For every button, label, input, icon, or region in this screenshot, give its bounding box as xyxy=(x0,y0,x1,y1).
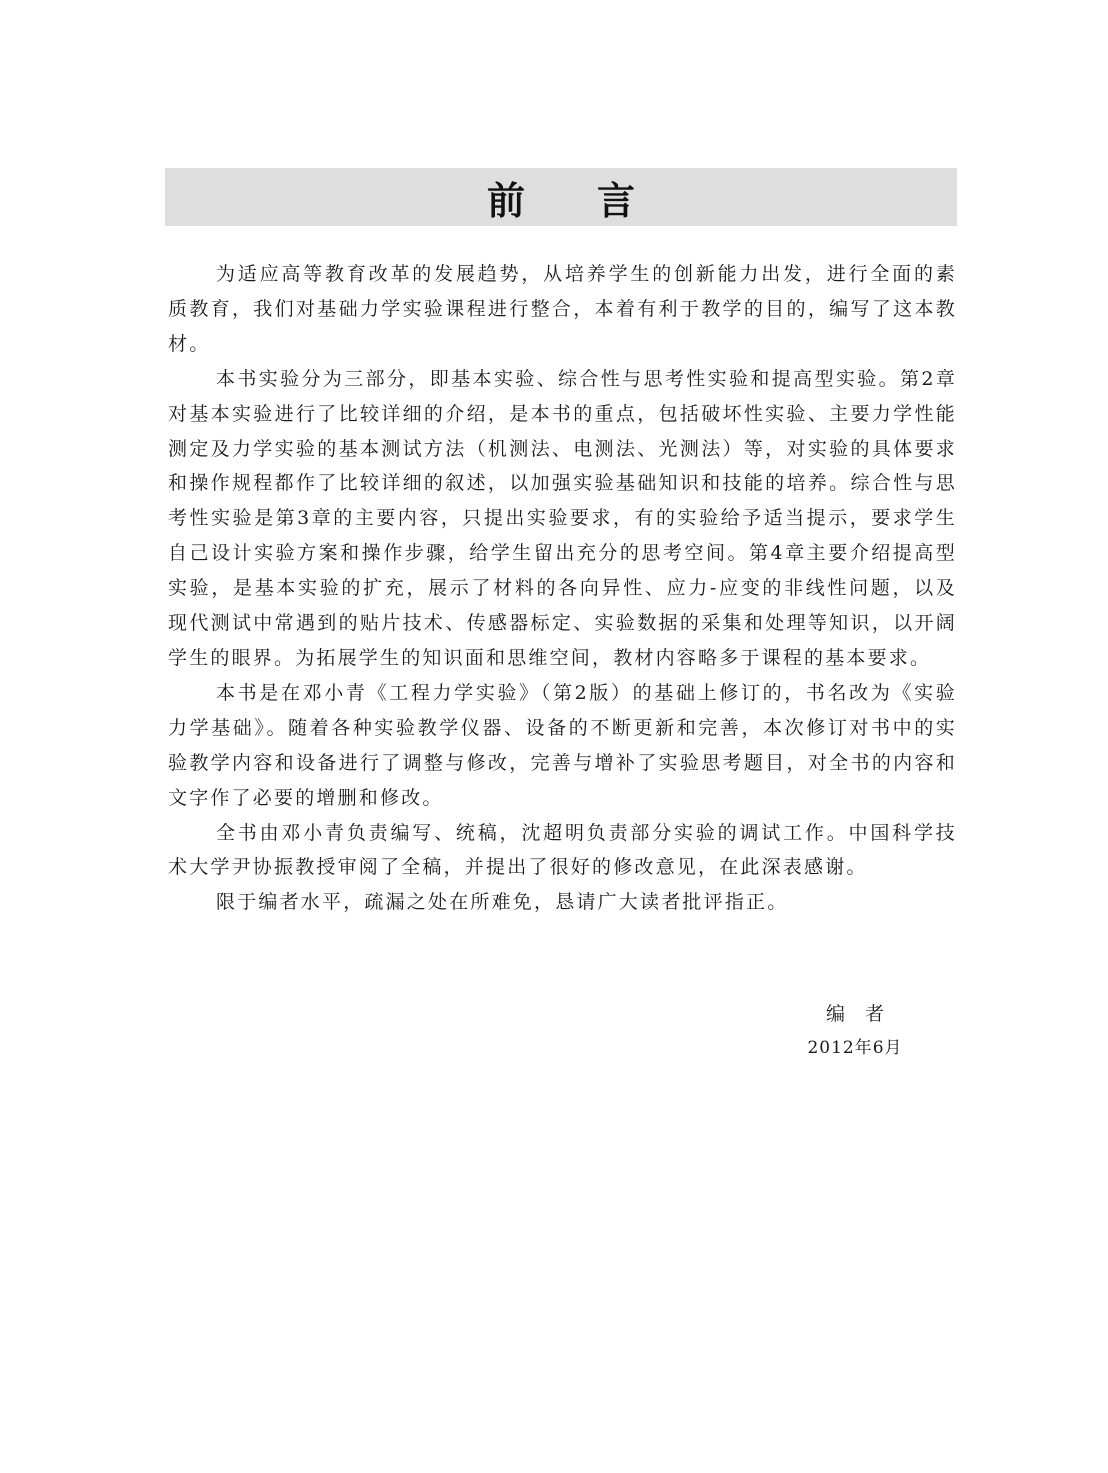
paragraph: 本书实验分为三部分，即基本实验、综合性与思考性实验和提高型实验。第2章对基本实验进行了比较详细的介绍，是本书的重点，包括破坏性实验、主要力学性能测定及力学实验的基本测试方法（机测法、电测法、光测法）等，对实验的具体要求和操作规程都作了比较详细的叙述，以加强实验基础知识和技能的培养。综合性与思考性实验是第3章的主要内容，只提出实验要求，有的实验给予适当提示，要求学生自己设计实验方案和操作步骤，给学生留出充分的思考空间。第4章主要介绍提高型实验，是基本实验的扩充，展示了材料的各向异性、应力-应变的非线性问题，以及现代测试中常遇到的贴片技术、传感器标定、实验数据的采集和处理等知识，以开阔学生的眼界。为拓展学生的知识面和思维空间，教材内容略多于课程的基本要求。 xyxy=(168,367,957,669)
signature-block xyxy=(800,997,910,1065)
preface-body xyxy=(168,257,957,920)
author-signature: 编者 xyxy=(825,1003,904,1025)
paragraph: 为适应高等教育改革的发展趋势，从培养学生的创新能力出发，进行全面的素质教育，我们对基础力学实验课程进行整合，本着有利于教学的目的，编写了这本教材。 xyxy=(168,263,957,355)
paragraph: 本书是在邓小青《工程力学实验》（第2版）的基础上修订的，书名改为《实验力学基础》。随着各种实验教学仪器、设备的不断更新和完善，本次修订对书中的实验教学内容和设备进行了调整与修改，完善与增补了实验思考题目，对全书的内容和文字作了必要的增删和修改。 xyxy=(168,681,957,809)
paragraph: 全书由邓小青负责编写、统稿，沈超明负责部分实验的调试工作。中国科学技术大学尹协振教授审阅了全稿，并提出了很好的修改意见，在此深表感谢。 xyxy=(168,821,957,879)
signature-date: 2012年6月 xyxy=(807,1038,903,1058)
title-banner xyxy=(165,168,957,226)
page-title: 前言 xyxy=(486,178,707,223)
paragraph: 限于编者水平，疏漏之处在所难免，恳请广大读者批评指正。 xyxy=(216,891,789,914)
